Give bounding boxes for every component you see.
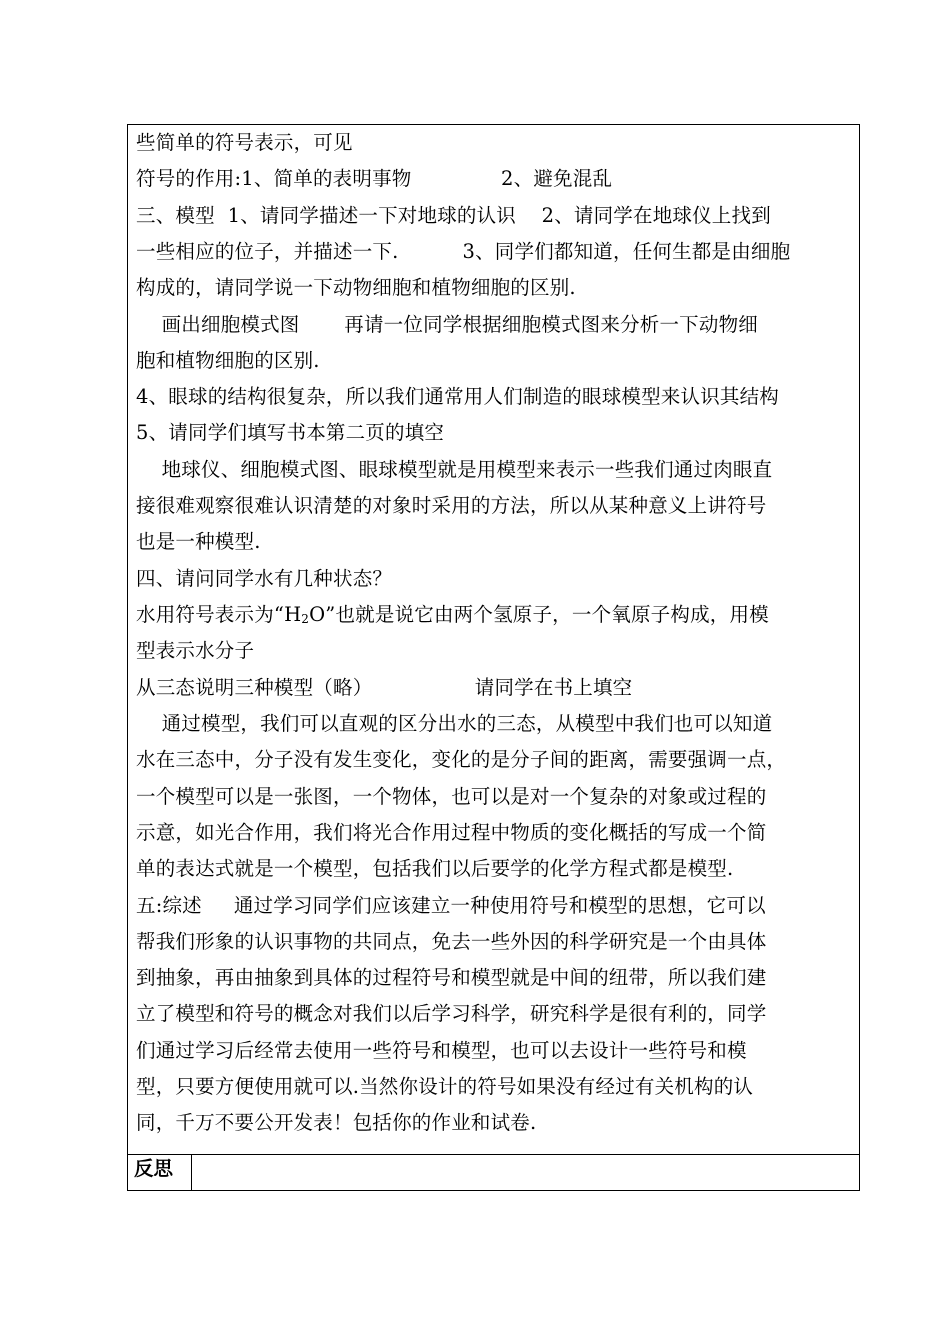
text-line: 同，千万不要公开发表！包括你的作业和试卷. xyxy=(136,1111,537,1134)
text-line: 到抽象，再由抽象到具体的过程符号和模型就是中间的纽带，所以我们建 xyxy=(136,966,767,989)
text-line: 构成的，请同学说一下动物细胞和植物细胞的区别. xyxy=(136,276,576,299)
text-line: 立了模型和符号的概念对我们以后学习科学，研究科学是很有利的，同学 xyxy=(136,1002,767,1025)
text-line: 符号的作用:1、简单的表明事物 2、避免混乱 xyxy=(136,167,613,190)
text-line: 从三态说明三种模型（略） 请同学在书上填空 xyxy=(136,676,633,699)
text-line: 三、模型 1、请同学描述一下对地球的认识 2、请同学在地球仪上找到 xyxy=(136,204,771,227)
text-line: 地球仪、细胞模式图、眼球模型就是用模型来表示一些我们通过肉眼直 xyxy=(136,458,773,481)
water-line-before: 水用符号表示为“H xyxy=(136,603,302,626)
text-line: 些简单的符号表示，可见 xyxy=(136,131,353,154)
water-subscript: 2 xyxy=(301,612,310,626)
text-line: 也是一种模型. xyxy=(136,530,261,553)
text-line: 一些相应的位子，并描述一下. 3、同学们都知道，任何生都是由细胞 xyxy=(136,240,791,263)
text-line: 通过模型，我们可以直观的区分出水的三态，从模型中我们也可以知道 xyxy=(136,712,773,735)
text-line: 示意，如光合作用，我们将光合作用过程中物质的变化概括的写成一个简 xyxy=(136,821,767,844)
water-line-after: O”也就是说它由两个氢原子，一个氧原子构成，用模 xyxy=(309,603,769,626)
text-line: 单的表达式就是一个模型，包括我们以后要学的化学方程式都是模型. xyxy=(136,857,734,880)
text-line: 4、眼球的结构很复杂，所以我们通常用人们制造的眼球模型来认识其结构 xyxy=(136,385,780,408)
text-line: 5、请同学们填写书本第二页的填空 xyxy=(136,421,445,444)
reflection-row-divider xyxy=(127,1154,860,1155)
text-line: 接很难观察很难认识清楚的对象时采用的方法，所以从某种意义上讲符号 xyxy=(136,494,767,517)
text-line: 水在三态中，分子没有发生变化，变化的是分子间的距离，需要强调一点， xyxy=(136,748,787,771)
text-line: 五:综述 通过学习同学们应该建立一种使用符号和模型的思想，它可以 xyxy=(136,894,766,917)
text-line: 帮我们形象的认识事物的共同点，免去一些外因的科学研究是一个由具体 xyxy=(136,930,767,953)
text-line: 型，只要方便使用就可以.当然你设计的符号如果没有经过有关机构的认 xyxy=(136,1075,754,1098)
text-line: 们通过学习后经常去使用一些符号和模型，也可以去设计一些符号和模 xyxy=(136,1039,747,1062)
text-line: 画出细胞模式图 再请一位同学根据细胞模式图来分析一下动物细 xyxy=(136,313,758,336)
water-formula-line xyxy=(136,596,769,633)
reflection-label: 反思 xyxy=(134,1157,174,1180)
text-line: 型表示水分子 xyxy=(136,639,255,662)
text-line: 胞和植物细胞的区别. xyxy=(136,349,320,372)
text-line: 一个模型可以是一张图，一个物体，也可以是对一个复杂的对象或过程的 xyxy=(136,785,767,808)
reflection-column-divider xyxy=(191,1154,192,1191)
text-line: 四、请问同学水有几种状态？ xyxy=(136,567,393,590)
